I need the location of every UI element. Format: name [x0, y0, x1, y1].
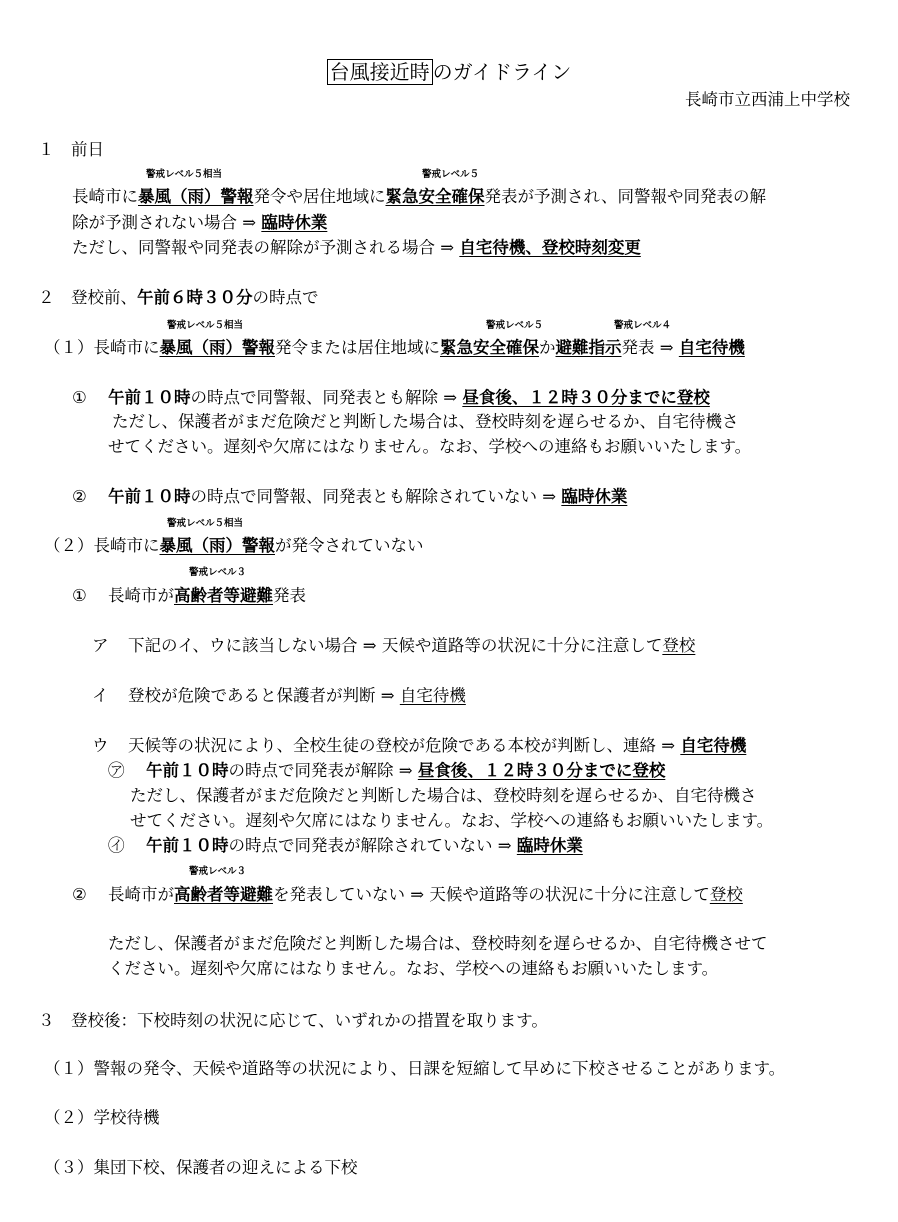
option-u-i-number: ㋑	[108, 836, 125, 855]
level-5-equivalent-tag: 警戒レベル５相当	[146, 169, 223, 180]
case-1-number: ①	[72, 388, 87, 407]
sub-1-text: 長崎市が高齢者等避難発表	[108, 586, 306, 605]
section-3-item-1: （１）警報の発令、天候や道路等の状況により、日課を短縮して早めに下校させることがあります。	[44, 1059, 786, 1078]
title-boxed-part: 台風接近時	[327, 59, 433, 85]
option-u-text: 天候等の状況により、全校生徒の登校が危険である本校が判断し、連絡 ⇒ 自宅待機	[128, 736, 747, 755]
section-1-line-2: 除が予測されない場合 ⇒ 臨時休業	[72, 213, 328, 232]
option-u-a-number: ㋐	[108, 761, 125, 780]
sub-1-number: ①	[72, 586, 87, 605]
sub-2-text: 長崎市が高齢者等避難を発表していない ⇒ 天候や道路等の状況に十分に注意して登校	[108, 885, 743, 904]
option-a-label: ア	[92, 636, 109, 655]
case-2-number: ②	[72, 487, 87, 506]
level-4-tag: 警戒レベル４	[614, 320, 672, 331]
section-2-heading: ２ 登校前、午前６時３０分の時点で	[38, 288, 319, 307]
sub-2-note-1: ただし、保護者がまだ危険だと判断した場合は、登校時刻を遅らせるか、自宅待機させて	[108, 934, 768, 953]
level-5-tag: 警戒レベル５	[422, 169, 480, 180]
section-2-item-1: （１）長崎市に暴風（雨）警報発令または居住地域に緊急安全確保か避難指示発表 ⇒ 自宅待機	[44, 338, 745, 357]
page-title	[0, 59, 898, 85]
case-2-text: 午前１０時の時点で同警報、同発表とも解除されていない ⇒ 臨時休業	[108, 487, 628, 506]
option-u-a-note-1: ただし、保護者がまだ危険だと判断した場合は、登校時刻を遅らせるか、自宅待機さ	[130, 786, 757, 805]
case-1-note-2: せてください。遅刻や欠席にはなりません。なお、学校への連絡もお願いいたします。	[108, 437, 752, 456]
level-3-tag: 警戒レベル３	[189, 567, 247, 578]
section-3-item-3: （３）集団下校、保護者の迎えによる下校	[44, 1158, 358, 1177]
option-u-i-text: 午前１０時の時点で同発表が解除されていない ⇒ 臨時休業	[146, 836, 583, 855]
case-1-text: 午前１０時の時点で同警報、同発表とも解除 ⇒ 昼食後、１２時３０分までに登校	[108, 388, 710, 407]
level-5-equivalent-tag: 警戒レベル５相当	[167, 320, 244, 331]
section-1-line-1: 長崎市に暴風（雨）警報発令や居住地域に緊急安全確保発表が予測され、同警報や同発表の解	[72, 187, 766, 206]
section-1-line-3: ただし、同警報や同発表の解除が予測される場合 ⇒ 自宅待機、登校時刻変更	[72, 238, 641, 257]
case-1-note-1: ただし、保護者がまだ危険だと判断した場合は、登校時刻を遅らせるか、自宅待機さ	[112, 412, 739, 431]
title-rest: のガイドライン	[432, 60, 572, 84]
option-u-label: ウ	[92, 736, 109, 755]
option-u-a-text: 午前１０時の時点で同発表が解除 ⇒ 昼食後、１２時３０分までに登校	[146, 761, 666, 780]
section-1-heading: １ 前日	[38, 140, 104, 159]
sub-2-note-2: ください。遅刻や欠席にはなりません。なお、学校への連絡もお願いいたします。	[108, 959, 719, 978]
school-name: 長崎市立西浦上中学校	[685, 90, 850, 109]
option-a-text: 下記のイ、ウに該当しない場合 ⇒ 天候や道路等の状況に十分に注意して登校	[128, 636, 696, 655]
level-3-tag: 警戒レベル３	[189, 866, 247, 877]
option-u-a-note-2: せてください。遅刻や欠席にはなりません。なお、学校への連絡もお願いいたします。	[130, 811, 774, 830]
level-5-tag: 警戒レベル５	[486, 320, 544, 331]
option-i-text: 登校が危険であると保護者が判断 ⇒ 自宅待機	[128, 686, 466, 705]
sub-2-number: ②	[72, 885, 87, 904]
section-3-heading: ３ 登校後：下校時刻の状況に応じて、いずれかの措置を取ります。	[38, 1011, 548, 1030]
level-5-equivalent-tag: 警戒レベル５相当	[167, 518, 244, 529]
section-3-item-2: （２）学校待機	[44, 1108, 160, 1127]
section-2-item-2: （２）長崎市に暴風（雨）警報が発令されていない	[44, 536, 424, 555]
option-i-label: イ	[92, 686, 109, 705]
